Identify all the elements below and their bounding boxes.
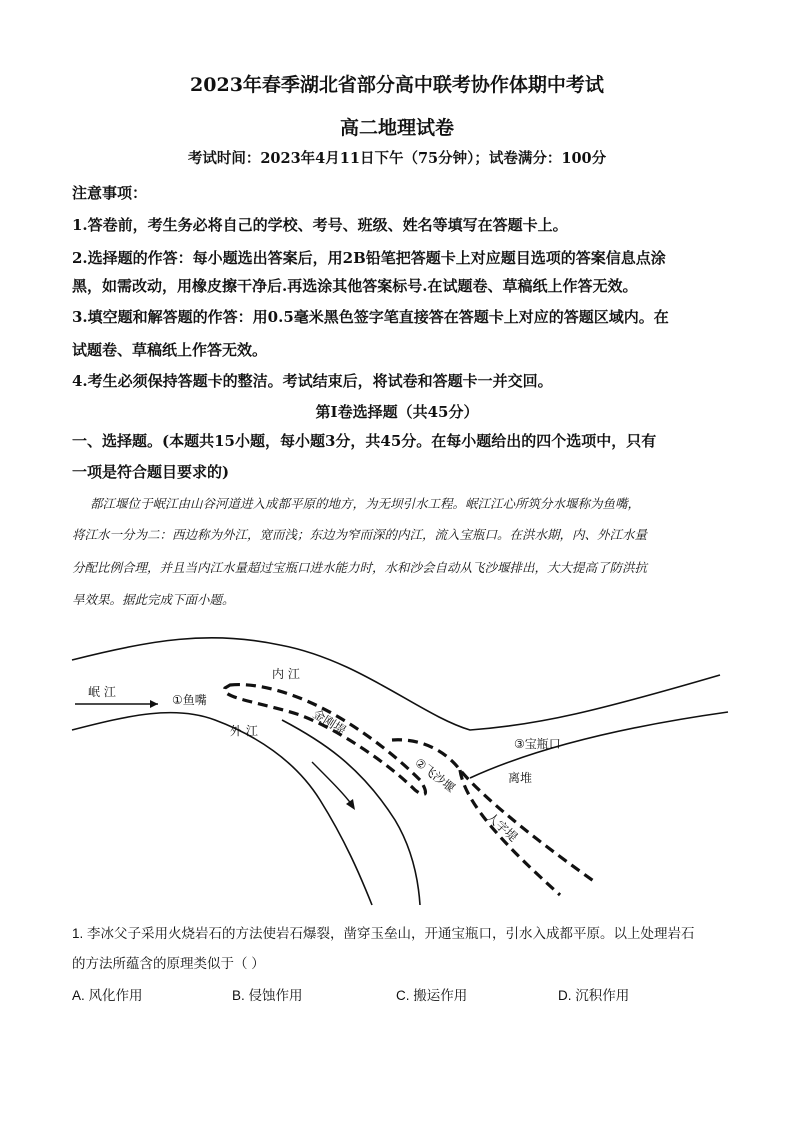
label-renzi: 人字堤: [483, 809, 521, 845]
label-feisha: ②飞沙堰: [412, 755, 458, 796]
passage-line: 都江堰位于岷江由山谷河道进入成都平原的地方，为无坝引水工程。岷江江心所筑分水堰称为鱼嘴，: [90, 496, 641, 511]
notes-heading: 注意事项：: [72, 184, 148, 202]
option-b[interactable]: B. 侵蚀作用: [232, 988, 303, 1003]
label-yuzui: ①鱼嘴: [172, 693, 207, 707]
section-instruction: 一项是符合题目要求的): [72, 463, 230, 481]
option-d[interactable]: D. 沉积作用: [558, 988, 630, 1003]
outer-river-east-bank: [282, 720, 420, 905]
label-min-river: 岷 江: [88, 685, 116, 699]
note-line: 4.考生必须保持答题卡的整洁。考试结束后，将试卷和答题卡一并交回。: [72, 372, 553, 390]
exam-info: 考试时间：2023年4月11日下午（75分钟）；试卷满分：100分: [187, 150, 607, 167]
note-line: 黑，如需改动，用橡皮擦干净后.再选涂其他答案标号.在试题卷、草稿纸上作答无效。: [72, 277, 638, 295]
exam-title: 2023年春季湖北省部分高中联考协作体期中考试: [190, 74, 604, 96]
flow-arrow-outer: [312, 762, 352, 805]
south-bank-west: [72, 713, 372, 905]
section-instruction: 一、选择题。(本题共15小题，每小题3分，共45分。在每小题给出的四个选项中，只有: [72, 432, 657, 450]
passage-line: 旱效果。据此完成下面小题。: [72, 592, 235, 607]
note-line: 3.填空题和解答题的作答：用0.5毫米黑色签字笔直接答在答题卡上对应的答题区域内。在: [72, 308, 669, 326]
note-line: 2.选择题的作答：每小题选出答案后，用2B铅笔把答题卡上对应题目选项的答案信息点涂: [72, 249, 666, 267]
label-nei-river: 内 江: [272, 667, 300, 681]
lidui-bank: [470, 712, 728, 778]
passage-line: 分配比例合理，并且当内江水量超过宝瓶口进水能力时，水和沙会自动从飞沙堰排出，大大提高了防洪抗: [72, 560, 648, 575]
exam-subtitle: 高二地理试卷: [339, 117, 454, 139]
note-line: 试题卷、草稿纸上作答无效。: [72, 341, 268, 359]
question-1-stem: 的方法所蕴含的原理类似于（ ）: [72, 956, 265, 971]
section-title: 第Ⅰ卷选择题（共45分）: [315, 403, 479, 421]
question-1-stem: 1. 李冰父子采用火烧岩石的方法使岩石爆裂，凿穿玉垒山，开通宝瓶口，引水入成都平原。以上处理岩石: [72, 926, 695, 941]
label-wai-river: 外 江: [230, 724, 258, 738]
north-bank: [72, 638, 720, 730]
label-baoping: ③宝瓶口: [514, 737, 561, 751]
passage-line: 将江水一分为二：西边称为外江，宽而浅；东边为窄而深的内江，流入宝瓶口。在洪水期，内、外江水量: [72, 527, 648, 542]
option-c[interactable]: C. 搬运作用: [396, 988, 468, 1003]
dujiangyan-diagram: [0, 620, 794, 910]
label-jingang: 金刚堤: [310, 706, 349, 738]
note-line: 1.答卷前，考生务必将自己的学校、考号、班级、姓名等填写在答题卡上。: [72, 216, 568, 234]
label-lidui: 离堆: [508, 771, 533, 785]
option-a[interactable]: A. 风化作用: [72, 988, 143, 1003]
